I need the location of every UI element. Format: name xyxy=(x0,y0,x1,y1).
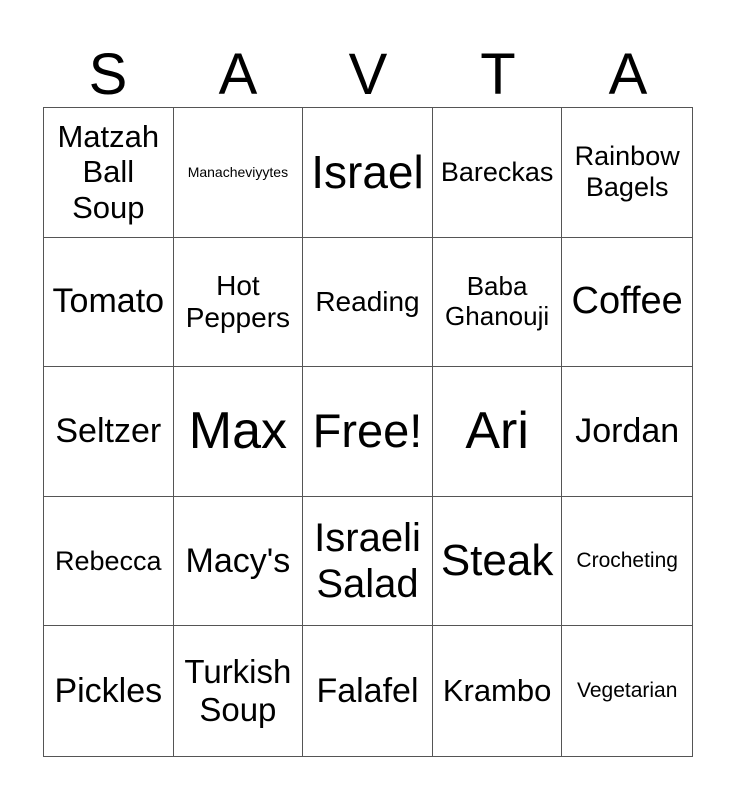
cell-label: Turkish Soup xyxy=(184,653,292,729)
cell-label: Vegetarian xyxy=(576,679,678,703)
cell-label: Crocheting xyxy=(576,549,678,573)
bingo-cell-r2-c2[interactable] xyxy=(174,238,304,368)
bingo-cell-r5-c5[interactable] xyxy=(562,626,692,756)
bingo-cell-r2-c4[interactable] xyxy=(433,238,563,368)
header-letter-2: A xyxy=(218,42,258,107)
cell-label: Israeli Salad xyxy=(314,516,421,607)
cell-label: Bareckas xyxy=(440,156,554,187)
cell-label: Jordan xyxy=(575,411,680,450)
bingo-cell-r5-c2[interactable] xyxy=(174,626,304,756)
bingo-cell-r4-c4[interactable] xyxy=(433,497,563,627)
bingo-cell-r3-c5[interactable] xyxy=(562,367,692,497)
cell-label: Krambo xyxy=(442,673,552,709)
header-letter-3: V xyxy=(348,42,388,107)
bingo-cell-r3-c1[interactable] xyxy=(44,367,174,497)
cell-label: Pickles xyxy=(54,671,163,710)
bingo-cell-r3-c2[interactable] xyxy=(174,367,304,497)
bingo-cell-r4-c3[interactable] xyxy=(303,497,433,627)
bingo-cell-r5-c1[interactable] xyxy=(44,626,174,756)
cell-label: Hot Peppers xyxy=(185,269,291,333)
bingo-cell-r5-c3[interactable] xyxy=(303,626,433,756)
bingo-cell-r4-c5[interactable] xyxy=(562,497,692,627)
bingo-cell-r2-c1[interactable] xyxy=(44,238,174,368)
bingo-cell-r1-c3[interactable] xyxy=(303,108,433,238)
cell-label: Steak xyxy=(440,535,554,585)
cell-label: Reading xyxy=(315,285,420,317)
cell-label: Max xyxy=(188,401,288,460)
cell-label: Baba Ghanouji xyxy=(445,271,550,331)
bingo-board xyxy=(43,107,693,757)
header-letter-5: A xyxy=(608,42,648,107)
bingo-cell-r3-c4[interactable] xyxy=(433,367,563,497)
cell-label: Free! xyxy=(312,404,423,458)
bingo-cell-r1-c5[interactable] xyxy=(562,108,692,238)
bingo-cell-r1-c4[interactable] xyxy=(433,108,563,238)
cell-label: Falafel xyxy=(316,671,419,710)
bingo-cell-r4-c1[interactable] xyxy=(44,497,174,627)
cell-label: Rebecca xyxy=(55,545,162,576)
bingo-cell-r1-c2[interactable] xyxy=(174,108,304,238)
cell-label: Manacheviyytes xyxy=(187,164,289,181)
bingo-cell-r1-c1[interactable] xyxy=(44,108,174,238)
bingo-header xyxy=(43,44,693,106)
bingo-cell-r5-c4[interactable] xyxy=(433,626,563,756)
cell-label: Israel xyxy=(311,145,424,198)
cell-label: Coffee xyxy=(571,280,683,323)
cell-label: Ari xyxy=(465,401,529,460)
cell-label: Macy's xyxy=(185,541,291,580)
bingo-cell-r2-c3[interactable] xyxy=(303,238,433,368)
bingo-cell-r3-c3[interactable] xyxy=(303,367,433,497)
cell-label: Matzah Ball Soup xyxy=(57,118,160,226)
header-letter-4: T xyxy=(480,42,516,107)
cell-label: Tomato xyxy=(52,282,165,321)
header-letter-1: S xyxy=(88,42,128,107)
cell-label: Rainbow Bagels xyxy=(574,141,680,203)
cell-label: Seltzer xyxy=(55,411,162,450)
bingo-cell-r4-c2[interactable] xyxy=(174,497,304,627)
bingo-cell-r2-c5[interactable] xyxy=(562,238,692,368)
